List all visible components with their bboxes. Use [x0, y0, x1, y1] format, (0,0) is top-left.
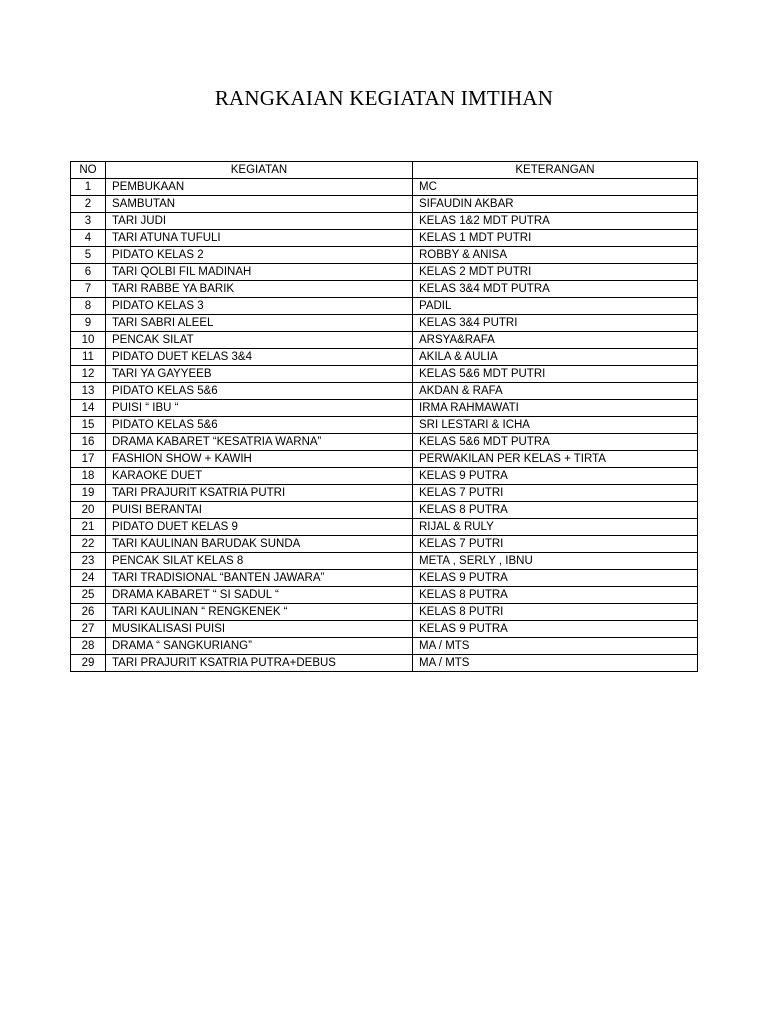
cell-no: 27 — [71, 621, 106, 638]
table-row — [71, 655, 698, 672]
header-kegiatan: KEGIATAN — [106, 162, 413, 179]
cell-keterangan: KELAS 7 PUTRI — [413, 536, 698, 553]
cell-no: 12 — [71, 366, 106, 383]
cell-kegiatan: TARI TRADISIONAL “BANTEN JAWARA” — [106, 570, 413, 587]
cell-keterangan: KELAS 8 PUTRA — [413, 502, 698, 519]
cell-no: 24 — [71, 570, 106, 587]
table-row — [71, 247, 698, 264]
cell-keterangan: KELAS 2 MDT PUTRI — [413, 264, 698, 281]
cell-no: 25 — [71, 587, 106, 604]
cell-kegiatan: MUSIKALISASI PUISI — [106, 621, 413, 638]
cell-kegiatan: TARI YA GAYYEEB — [106, 366, 413, 383]
table-header-row — [71, 162, 698, 179]
cell-kegiatan: PIDATO KELAS 3 — [106, 298, 413, 315]
cell-no: 6 — [71, 264, 106, 281]
table-row — [71, 451, 698, 468]
cell-kegiatan: TARI ATUNA TUFULI — [106, 230, 413, 247]
cell-kegiatan: PUISI BERANTAI — [106, 502, 413, 519]
table-row — [71, 621, 698, 638]
cell-no: 7 — [71, 281, 106, 298]
cell-keterangan: KELAS 3&4 PUTRI — [413, 315, 698, 332]
table-row — [71, 332, 698, 349]
table-row — [71, 417, 698, 434]
cell-kegiatan: PUISI “ IBU “ — [106, 400, 413, 417]
page-title: RANGKAIAN KEGIATAN IMTIHAN — [214, 86, 554, 110]
header-keterangan: KETERANGAN — [413, 162, 698, 179]
cell-keterangan: KELAS 9 PUTRA — [413, 468, 698, 485]
cell-keterangan: ROBBY & ANISA — [413, 247, 698, 264]
cell-kegiatan: PIDATO DUET KELAS 3&4 — [106, 349, 413, 366]
cell-keterangan: ARSYA&RAFA — [413, 332, 698, 349]
cell-no: 18 — [71, 468, 106, 485]
cell-keterangan: PADIL — [413, 298, 698, 315]
table-row — [71, 485, 698, 502]
cell-no: 2 — [71, 196, 106, 213]
cell-keterangan: SRI LESTARI & ICHA — [413, 417, 698, 434]
cell-no: 26 — [71, 604, 106, 621]
cell-keterangan: MA / MTS — [413, 638, 698, 655]
cell-no: 22 — [71, 536, 106, 553]
cell-keterangan: KELAS 1 MDT PUTRI — [413, 230, 698, 247]
cell-keterangan: MA / MTS — [413, 655, 698, 672]
table-row — [71, 315, 698, 332]
table-row — [71, 587, 698, 604]
cell-no: 29 — [71, 655, 106, 672]
cell-kegiatan: SAMBUTAN — [106, 196, 413, 213]
cell-no: 28 — [71, 638, 106, 655]
cell-keterangan: RIJAL & RULY — [413, 519, 698, 536]
cell-keterangan: META , SERLY , IBNU — [413, 553, 698, 570]
cell-keterangan: KELAS 1&2 MDT PUTRA — [413, 213, 698, 230]
cell-keterangan: MC — [413, 179, 698, 196]
table-row — [71, 366, 698, 383]
table-row — [71, 434, 698, 451]
cell-keterangan: KELAS 7 PUTRI — [413, 485, 698, 502]
table-row — [71, 179, 698, 196]
cell-kegiatan: PENCAK SILAT KELAS 8 — [106, 553, 413, 570]
cell-keterangan: PERWAKILAN PER KELAS + TIRTA — [413, 451, 698, 468]
table-row — [71, 298, 698, 315]
cell-keterangan: SIFAUDIN AKBAR — [413, 196, 698, 213]
table-row — [71, 400, 698, 417]
cell-no: 15 — [71, 417, 106, 434]
cell-kegiatan: DRAMA KABARET “KESATRIA WARNA” — [106, 434, 413, 451]
table-row — [71, 502, 698, 519]
cell-kegiatan: PIDATO KELAS 5&6 — [106, 417, 413, 434]
cell-kegiatan: TARI KAULINAN BARUDAK SUNDA — [106, 536, 413, 553]
table-row — [71, 468, 698, 485]
cell-no: 17 — [71, 451, 106, 468]
cell-kegiatan: DRAMA “ SANGKURIANG” — [106, 638, 413, 655]
cell-no: 11 — [71, 349, 106, 366]
cell-keterangan: KELAS 3&4 MDT PUTRA — [413, 281, 698, 298]
cell-no: 16 — [71, 434, 106, 451]
cell-kegiatan: TARI JUDI — [106, 213, 413, 230]
cell-no: 1 — [71, 179, 106, 196]
cell-keterangan: KELAS 8 PUTRI — [413, 604, 698, 621]
cell-no: 21 — [71, 519, 106, 536]
cell-no: 14 — [71, 400, 106, 417]
table-row — [71, 349, 698, 366]
cell-kegiatan: PIDATO KELAS 2 — [106, 247, 413, 264]
table-row — [71, 519, 698, 536]
cell-no: 9 — [71, 315, 106, 332]
cell-keterangan: KELAS 5&6 MDT PUTRA — [413, 434, 698, 451]
cell-kegiatan: PENCAK SILAT — [106, 332, 413, 349]
cell-kegiatan: DRAMA KABARET “ SI SADUL “ — [106, 587, 413, 604]
cell-keterangan: AKDAN & RAFA — [413, 383, 698, 400]
table-row — [71, 536, 698, 553]
table-row — [71, 570, 698, 587]
table-row — [71, 230, 698, 247]
cell-no: 3 — [71, 213, 106, 230]
cell-no: 8 — [71, 298, 106, 315]
table-body — [71, 179, 698, 672]
cell-no: 10 — [71, 332, 106, 349]
cell-keterangan: AKILA & AULIA — [413, 349, 698, 366]
header-no: NO — [71, 162, 106, 179]
table-row — [71, 281, 698, 298]
table-row — [71, 638, 698, 655]
cell-keterangan: KELAS 8 PUTRA — [413, 587, 698, 604]
cell-no: 19 — [71, 485, 106, 502]
cell-kegiatan: FASHION SHOW + KAWIH — [106, 451, 413, 468]
table-row — [71, 213, 698, 230]
cell-keterangan: KELAS 9 PUTRA — [413, 621, 698, 638]
cell-kegiatan: TARI QOLBI FIL MADINAH — [106, 264, 413, 281]
schedule-table — [70, 161, 698, 672]
cell-keterangan: IRMA RAHMAWATI — [413, 400, 698, 417]
cell-no: 23 — [71, 553, 106, 570]
cell-kegiatan: TARI KAULINAN “ RENGKENEK “ — [106, 604, 413, 621]
cell-no: 13 — [71, 383, 106, 400]
cell-kegiatan: TARI RABBE YA BARIK — [106, 281, 413, 298]
cell-kegiatan: TARI PRAJURIT KSATRIA PUTRI — [106, 485, 413, 502]
cell-no: 20 — [71, 502, 106, 519]
table-row — [71, 553, 698, 570]
cell-kegiatan: KARAOKE DUET — [106, 468, 413, 485]
cell-kegiatan: PEMBUKAAN — [106, 179, 413, 196]
table-row — [71, 383, 698, 400]
cell-keterangan: KELAS 5&6 MDT PUTRI — [413, 366, 698, 383]
cell-no: 5 — [71, 247, 106, 264]
cell-kegiatan: PIDATO KELAS 5&6 — [106, 383, 413, 400]
table-row — [71, 196, 698, 213]
cell-kegiatan: PIDATO DUET KELAS 9 — [106, 519, 413, 536]
cell-kegiatan: TARI SABRI ALEEL — [106, 315, 413, 332]
cell-kegiatan: TARI PRAJURIT KSATRIA PUTRA+DEBUS — [106, 655, 413, 672]
table-row — [71, 264, 698, 281]
table-row — [71, 604, 698, 621]
cell-keterangan: KELAS 9 PUTRA — [413, 570, 698, 587]
cell-no: 4 — [71, 230, 106, 247]
